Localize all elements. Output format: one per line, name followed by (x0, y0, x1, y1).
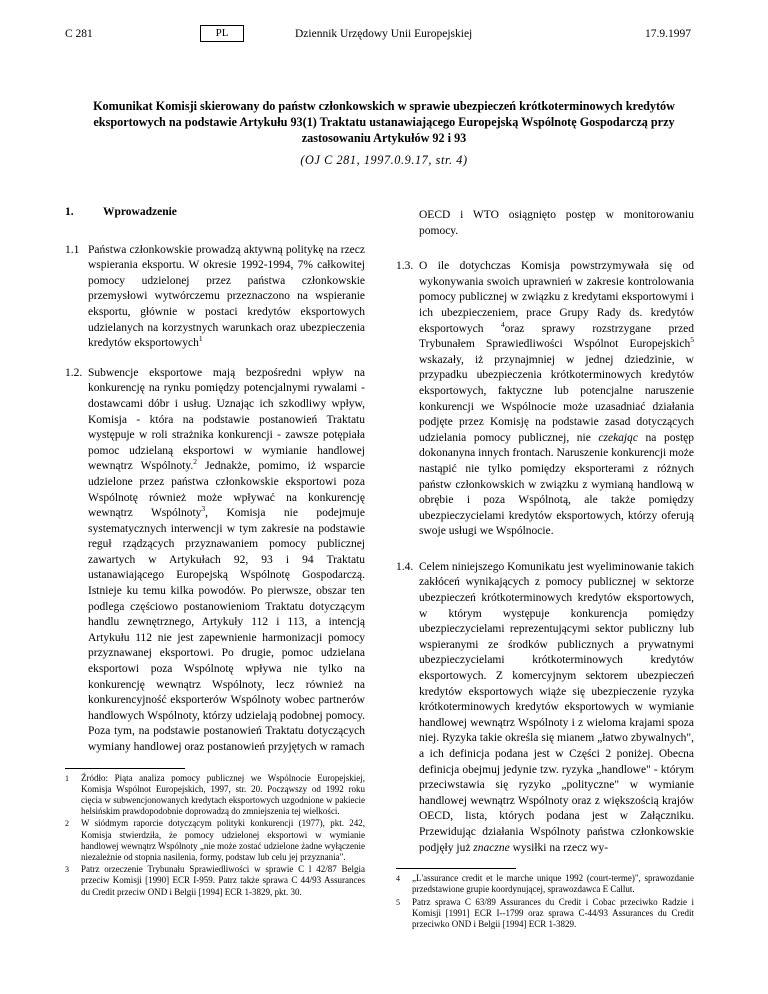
paragraph-1-3 (396, 259, 694, 540)
issue-date: 17.9.1997 (645, 28, 691, 40)
footnote-ref[interactable]: 3 (201, 504, 206, 514)
footnotes-right (396, 873, 694, 930)
section-heading (65, 205, 365, 221)
left-column (65, 205, 365, 899)
paragraph-text: Państwa członkowskie prowadzą aktywną politykę na rzecz wspierania eksportu. W okresie 1992-1994, 7% całkowitej pomocy udzielonej przez państwa członkowskie przemysłowi wytwórczemu przeznaczono na wspieranie eksportu, głównie w postaci kredytów eksportowych udzielanych na korzystnych warunkach oraz ubezpieczenia kredytów eksportowych$^1$ (88, 243, 365, 350)
paragraph-1-1 (65, 243, 365, 352)
paragraph-text: O ile dotychczas Komisja powstrzymywała się od wykonywania swoich uprawnień w zakresie kontrolowania pomocy publicznej w związku z kredytami eksportowymi i ich ubezpieczeniem, prace Grupy Rady ds. kredytów eksportowych $^4$oraz sprawy rozstrzygane przed Trybunałem Sprawiedliwości Wspólnot Europejskich$^5$ wskazały, iż przynajmniej w jednej dziedzinie, w przypadku ubezpieczenia krótkoterminowych kredytów eksportowych, faktyczne lub potencjalne naruszenie konkurencji we Wspólnocie może uzasadniać działania podjęte przez Komisję na podstawie zasad dotyczących udzielania pomocy publicznej, nie czekając na postęp dokonanyna innych frontach. Naruszenie konkurencji może nastąpić nie tylko pomiędzy eksporterami z różnych państw członkowskich w związku z wymianą handlową w obrębie i poza Wspólnotą, ale także pomiędzy ubezpieczycielami kredytów eksportowych, którzy oferują swoje usługi we Wspólnocie. (419, 260, 694, 538)
paragraph-1-2-continued: OECD i WTO osiągnięto postęp w monitorowaniu pomocy. (419, 209, 694, 237)
right-column (396, 205, 694, 931)
document-subtitle: (OJ C 281, 1997.0.9.17, str. 4) (300, 153, 468, 167)
footnote: 4 „L'assurance credit et le marche unique 1992 (court-terme)", sprawozdanie przedstawione grupie koordynującej, sprawozdawca E Callut. (396, 873, 694, 895)
footnotes-left (65, 773, 365, 898)
footnote-ref[interactable]: 1 (198, 334, 203, 344)
section-title: Wprowadzenie (103, 206, 177, 218)
paragraph-number: 1.3. (396, 260, 414, 273)
section-number: 1. (65, 206, 74, 218)
footnote: 5 Patrz sprawa C 63/89 Assurances du Credit i Cobac przeciwko Radzie i Komisji [1991] ECR I--1799 oraz sprawa C-44/93 Assurances du Credit przeciwko OND i Belgii [1994] ECR 1-3829. (396, 896, 694, 929)
paragraph-number: 1.1 (65, 243, 80, 256)
footnote-ref[interactable]: 2 (193, 457, 197, 467)
footnote-divider (396, 868, 516, 869)
footnote: 3 Patrz orzeczenie Trybunału Sprawiedliwości w sprawie C l 42/87 Belgia przeciw Komisji [1990] ECR I-959. Patrz także sprawa C 44/93 Assurances du Credit przeciw OND i Belgii [1994] ECR 1-3829, pkt. 30. (65, 864, 365, 897)
language-badge: PL (200, 25, 244, 42)
paragraph-1-2 (65, 366, 365, 756)
footnote-divider (65, 768, 185, 769)
paragraph-1-4 (396, 560, 694, 856)
paragraph-number: 1.2. (65, 366, 83, 379)
paragraph-number: 1.4. (396, 560, 414, 573)
paragraph-text: Subwencje eksportowe mają bezpośredni wpływ na konkurencję na rynku pomiędzy potencjalnymi rywalami - dostawcami dóbr i usług. Uznając ich szkodliwy wpływ, Komisja - która na podstawie postanowień Traktatu występuje w roli strażnika konkurencji - zawsze potępiała pomoc udzielaną eksportowi w wymianie handlowej wewnątrz Wspólnoty.$^2$ Jednakże, pomimo, iż wsparcie udzielone przez państwa członkowskie eksportowi poza Wspólnotę również może wpływać na konkurencję wewnątrz Wspólnoty$^3$, Komisja nie podejmuje systematycznych interwencji w tym zakresie na podstawie reguł rządzących przyznawaniem pomocy publicznej zawartych w Artykułach 92, 93 i 94 Traktatu ustanawiającego Europejską Wspólnotę Gospodarczą. Istnieje ku temu kilka powodów. Po pierwsze, obszar ten podlega częściowo postanowieniom Traktatu dotyczącym handlu zewnętrznego, Artykuły 112 i 113, a intencją Artykułu 112 nie jest zapewnienie harmonizacji pomocy przyznawanej eksportowi. Po drugie, pomoc udzielana eksportowi poza Wspólnotę wpływa nie tylko na konkurencję wewnątrz Wspólnoty, lecz również na konkurencyjność eksporterów Wspólnoty wobec partnerów handlowych Wspólnoty, którzy udzielają podobnej pomocy. Poza tym, na podstawie postanowień Traktatu dotyczących wymiany handlowej oraz postanowień przyjętych w ramach (88, 366, 365, 753)
footnote-ref[interactable]: 5 (690, 335, 694, 345)
journal-name: Dziennik Urzędowy Unii Europejskiej (295, 28, 473, 40)
paragraph-text: Celem niniejszego Komunikatu jest wyeliminowanie takich zakłóceń wynikających z pomocy publicznej w sektorze ubezpieczeń krótkoterminowych kredytów eksportowych, w którym występuje konkurencja pomiędzy ubezpieczycielami reprezentującymi sektor publiczny lub wspieranymi ze środków publicznych a prywatnymi ubezpieczycielami krótkoterminowych kredytów eksportowych. Z komercyjnym sektorem ubezpieczeń kredytów eksportowych wiąże się ubezpieczenie ryzyka krótkoterminowych kredytów eksportowych w wymianie handlowej wewnątrz Wspólnoty i z wieloma krajami spoza niej. Ryzyka takie określa się mianem „łatwo zbywalnych", a ich definicja podana jest w Części 2 poniżej. Obecna definicja obejmuj jedynie tzw. ryzyka „handlowe" - którym przeciwstawia się ryzyko „polityczne" w wymianie handlowej wewnątrz Wspólnoty oraz z większością krajów OECD, lista, których podana jest w Załączniku. Przewidując działania Wspólnoty państwa członkowskie podjęły już znaczne wysiłki na rzecz wy- (419, 560, 694, 854)
footnote: 2 W siódmym raporcie dotyczącym polityki konkurencji (1977), pkt. 242, Komisja stwierdziła, że pomocy udzielonej eksportowi w wymianie handlowej wewnątrz Wspólnoty „nie może zostać udzielone żadne wyłączenie niezależnie od stopnia nasilenia, formy, podstaw lub celu jej przyznania". (65, 818, 365, 863)
footnote: 1 Źródło: Piąta analiza pomocy publicznej we Wspólnocie Europejskiej, Komisja Wspólnot Europejskich, 1997, str. 20. Począwszy od 1992 roku cięcia w subwencjonowanych kredytach eksportowych uzgodnione w pakiecie helsińskim prawdopodobnie doprowadzą do zmniejszenia tej wielkości. (65, 772, 365, 817)
journal-reference: C 281 (65, 28, 93, 40)
document-title: Komunikat Komisji skierowany do państw członkowskich w sprawie ubezpieczeń krótkoterminowych kredytów eksportowych na podstawie Artykułu 93(1) Traktatu ustanawiającego Europejską Wspólnotę Gospodarczą przy zastosowaniu Artykułów 92 i 93 (93, 99, 675, 145)
footnote-ref[interactable]: 4 (500, 319, 505, 329)
